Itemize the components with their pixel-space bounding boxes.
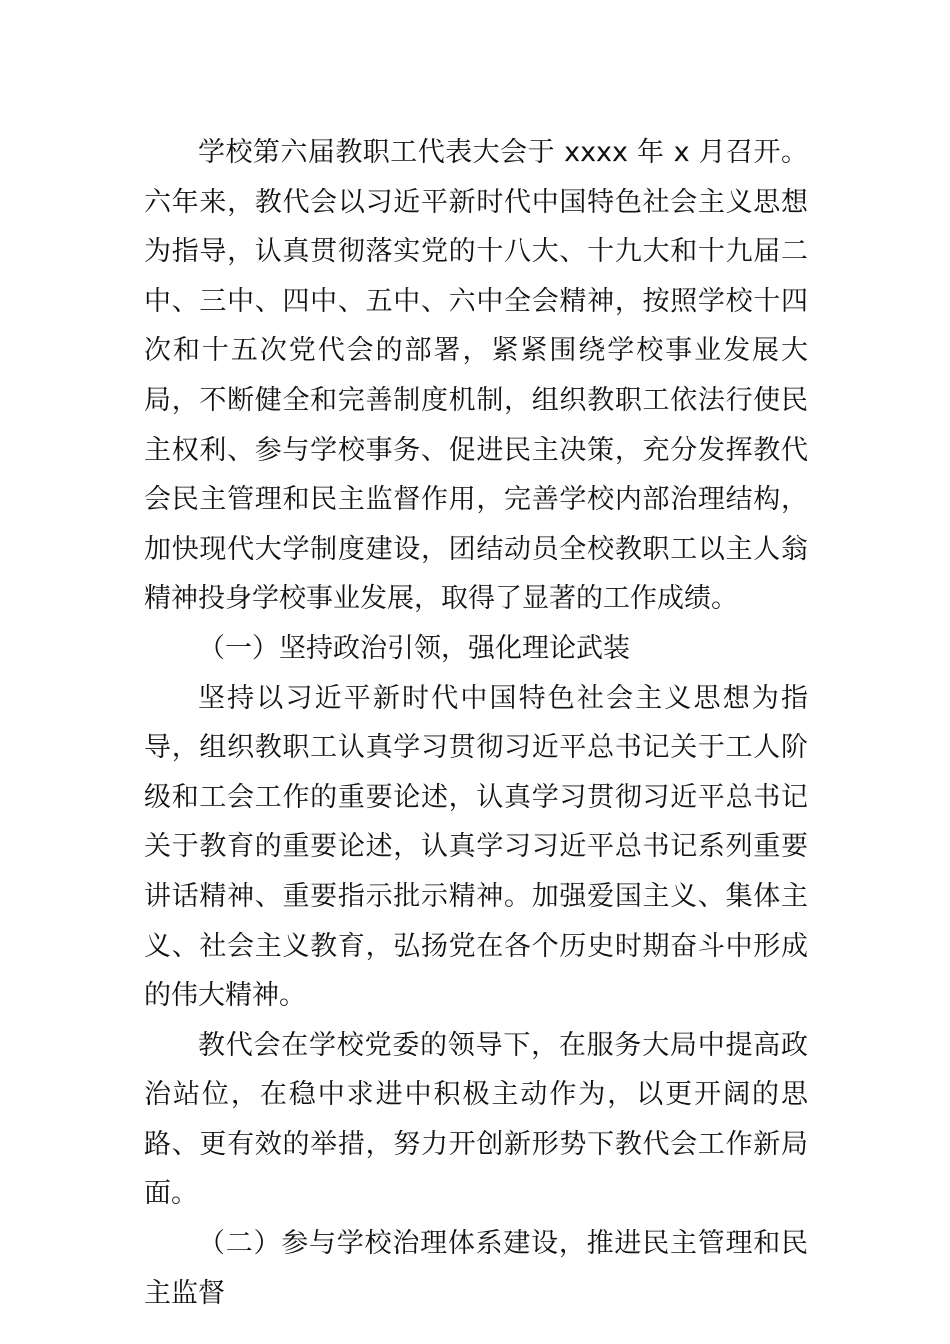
document-body [144,128,808,1318]
paragraph-political-guidance: 坚持以习近平新时代中国特色社会主义思想为指导，组织教职工认真学习贯彻习近平总书记关于工人阶级和工会工作的重要论述，认真学习贯彻习近平总书记关于教育的重要论述，认真学习习近平总书记系列重要讲话精神、重要指示批示精神。加强爱国主义、集体主义、社会主义教育，弘扬党在各个历史时期奋斗中形成的伟大精神。 [144,682,808,1012]
paragraph-party-leadership: 教代会在学校党委的领导下，在服务大局中提高政治站位，在稳中求进中积极主动作为，以更开阔的思路、更有效的举措，努力开创新形势下教代会工作新局面。 [144,1029,808,1210]
paragraph-intro: 学校第六届教职工代表大会于 xxxx 年 x 月召开。六年来，教代会以习近平新时代中国特色社会主义思想为指导，认真贯彻落实党的十八大、十九大和十九届二中、三中、四中、五中、六中全会精神，按照学校十四次和十五次党代会的部署，紧紧围绕学校事业发展大局，不断健全和完善制度机制，组织教职工依法行使民主权利、参与学校事务、促进民主决策，充分发挥教代会民主管理和民主监督作用，完善学校内部治理结构，加快现代大学制度建设，团结动员全校教职工以主人翁精神投身学校事业发展，取得了显著的工作成绩。 [144,137,808,615]
section-heading-2: （二）参与学校治理体系建设，推进民主管理和民主监督 [144,1228,808,1309]
section-heading-1: （一）坚持政治引领，强化理论武装 [198,632,630,664]
